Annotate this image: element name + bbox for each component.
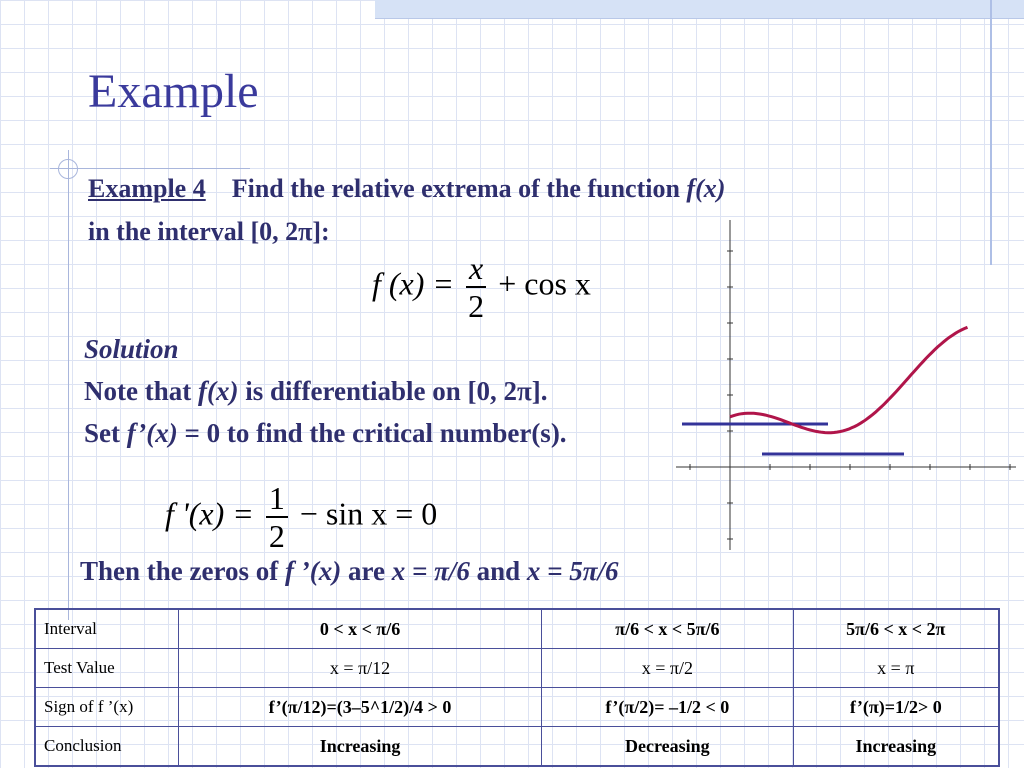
- eq2-rhs: − sin x = 0: [299, 495, 438, 532]
- decorative-horizontal-rule: [50, 168, 250, 169]
- solution-line-1: [84, 376, 548, 407]
- solution-line-2: [84, 418, 567, 449]
- eq1-lhs: f (x) =: [372, 265, 454, 302]
- table-cell: x = π: [793, 649, 999, 688]
- solution-line-1-b: is differentiable on [0, 2π].: [238, 376, 548, 406]
- table-cell: f’(π/2)= –1/2 < 0: [542, 688, 794, 727]
- function-graph: [676, 220, 1016, 550]
- problem-function: f(x): [686, 174, 726, 203]
- eq2-numerator: 1: [266, 480, 288, 518]
- function-equation: [372, 250, 591, 324]
- zeros-fx: f ’(x): [284, 556, 342, 586]
- problem-line-2: in the interval [0, 2π]:: [88, 217, 330, 246]
- table-cell: x = π/2: [542, 649, 794, 688]
- table-row: [35, 609, 999, 649]
- zeros-x1: x = π/6: [391, 556, 470, 586]
- table-cell: 5π/6 < x < 2π: [793, 609, 999, 649]
- table-cell: π/6 < x < 5π/6: [542, 609, 794, 649]
- zeros-text-b: are: [341, 556, 392, 586]
- solution-line-1-fx: f(x): [197, 376, 239, 406]
- eq2-denominator: 2: [268, 518, 285, 554]
- table-cell: 0 < x < π/6: [179, 609, 542, 649]
- table-row-label: Conclusion: [35, 727, 179, 767]
- top-decorative-band: [375, 0, 1024, 19]
- slide-title: Example: [88, 65, 259, 118]
- table-row-label: Test Value: [35, 649, 179, 688]
- table-cell: Decreasing: [542, 727, 794, 767]
- axis-ticks: [690, 251, 1010, 539]
- eq1-rhs: + cos x: [498, 265, 591, 302]
- eq1-fraction: [466, 250, 486, 324]
- solution-line-1-a: Note that: [84, 376, 198, 406]
- eq1-denominator: 2: [468, 288, 485, 324]
- zeros-text-c: and: [469, 556, 527, 586]
- function-curve: [730, 327, 968, 432]
- graph-axes: [676, 220, 1016, 550]
- table-row: [35, 688, 999, 727]
- solution-line-2-fx: f’(x): [126, 418, 178, 448]
- sign-table: [34, 608, 1000, 767]
- derivative-equation: [165, 480, 437, 554]
- decorative-vertical-rule: [68, 150, 69, 620]
- table-row-label: Sign of f ’(x): [35, 688, 179, 727]
- table-cell: Increasing: [179, 727, 542, 767]
- example-label: Example 4: [88, 174, 206, 203]
- solution-heading: Solution: [84, 334, 179, 364]
- table-row-label: Interval: [35, 609, 179, 649]
- eq2-fraction: [266, 480, 288, 554]
- eq1-numerator: x: [466, 250, 486, 288]
- solution-line-2-a: Set: [84, 418, 127, 448]
- decorative-circle: [58, 159, 78, 179]
- table-cell: f’(π/12)=(3–5^1/2)/4 > 0: [179, 688, 542, 727]
- table-row: [35, 727, 999, 767]
- table-cell: Increasing: [793, 727, 999, 767]
- table-cell: x = π/12: [179, 649, 542, 688]
- solution-line-2-b: = 0 to find the critical number(s).: [177, 418, 567, 448]
- eq2-lhs: f '(x) =: [165, 495, 254, 532]
- problem-line-1: [88, 174, 725, 204]
- table-row: [35, 649, 999, 688]
- problem-text: Find the relative extrema of the function: [231, 174, 687, 203]
- zeros-text-a: Then the zeros of: [80, 556, 285, 586]
- table-cell: f’(π)=1/2> 0: [793, 688, 999, 727]
- zeros-line: [80, 556, 619, 587]
- zeros-x2: x = 5π/6: [526, 556, 619, 586]
